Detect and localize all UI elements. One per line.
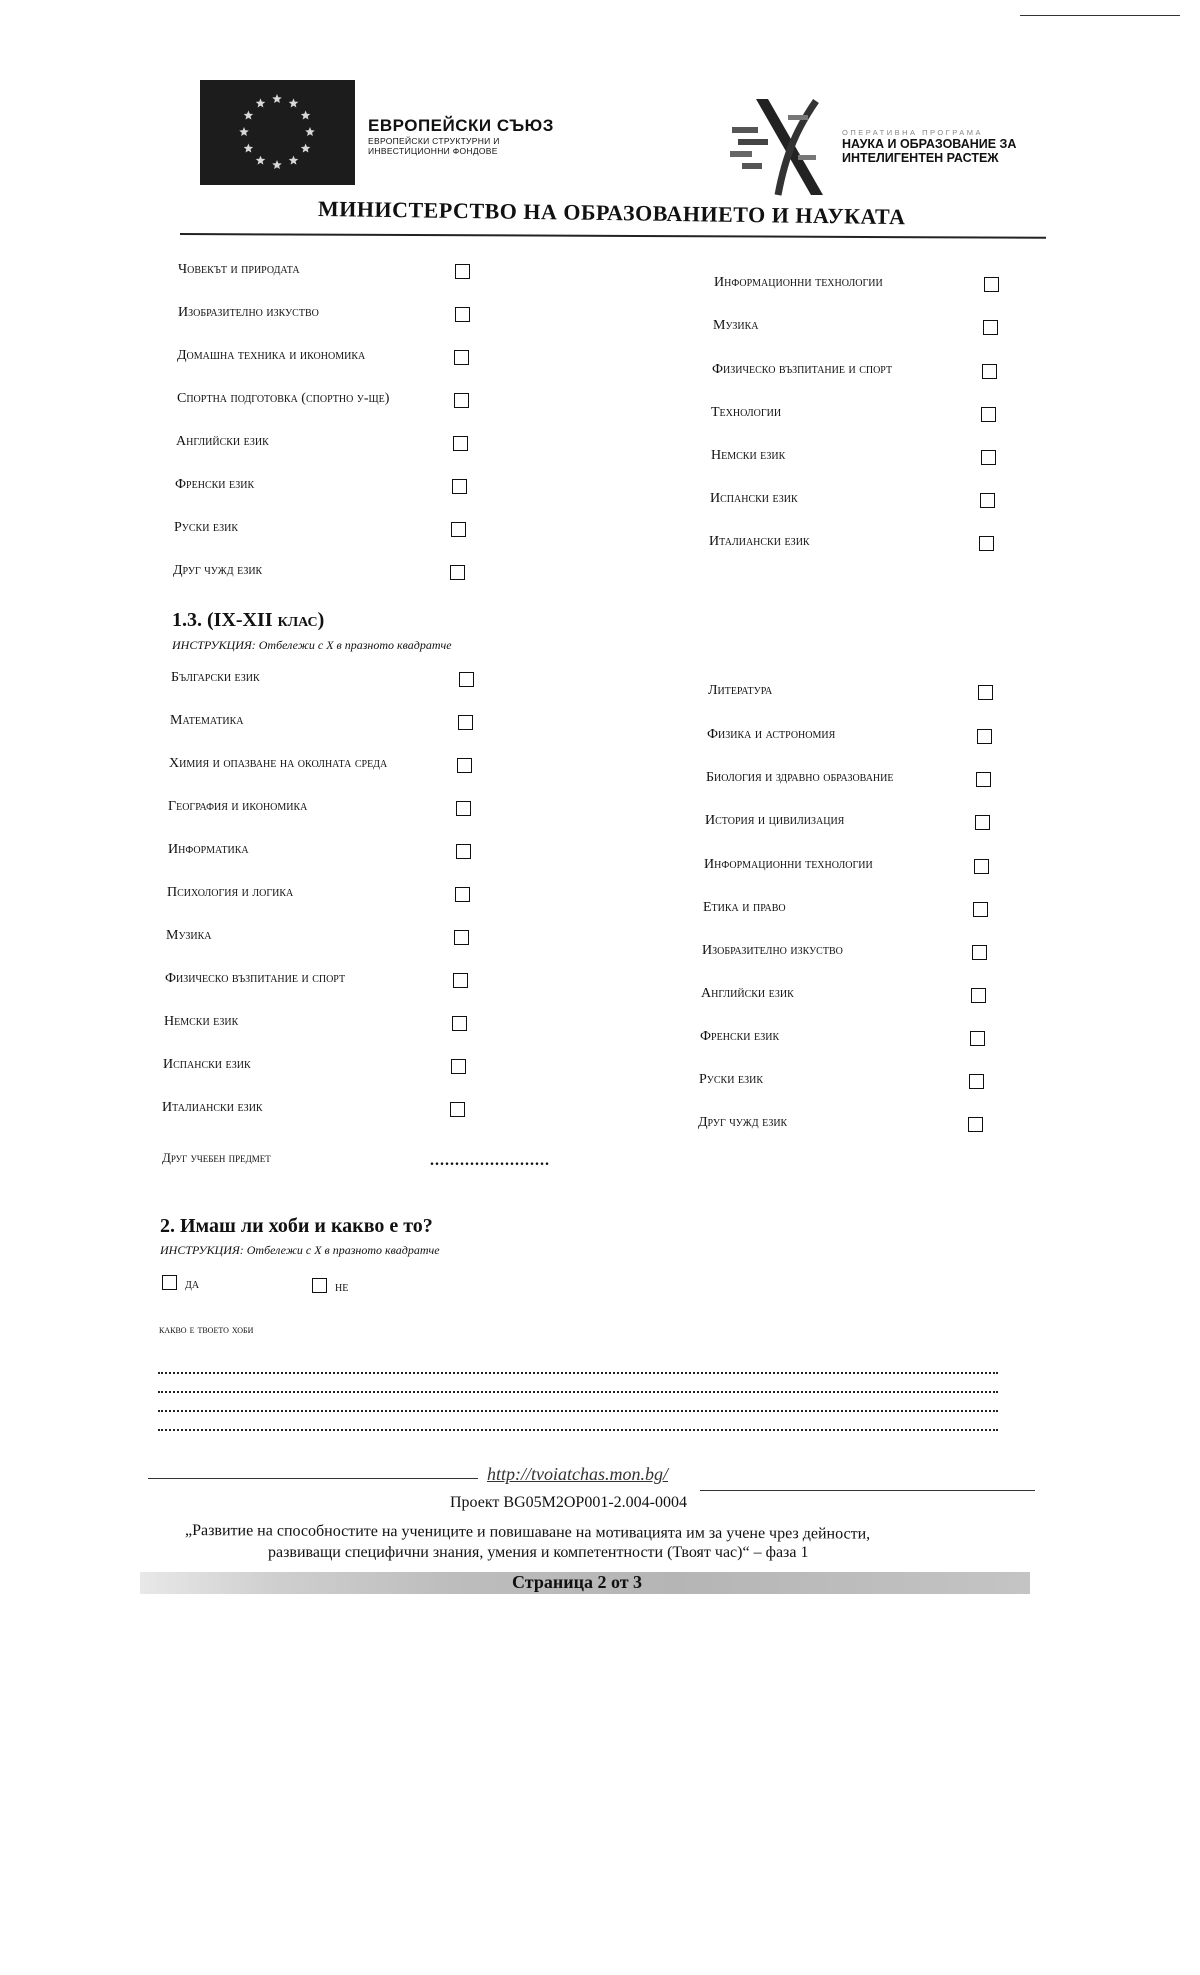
hobby-answer-line-4[interactable]	[158, 1429, 998, 1431]
eu-flag-logo	[200, 80, 355, 185]
project-code: Проект BG05M2OP001-2.004-0004	[450, 1494, 687, 1511]
op-line-1: НАУКА И ОБРАЗОВАНИЕ ЗА	[842, 137, 1017, 151]
subject-checkbox[interactable]	[456, 801, 471, 816]
subject-checkbox[interactable]	[981, 407, 996, 422]
hobby-no-option[interactable]	[312, 1278, 348, 1296]
subject-checkbox[interactable]	[450, 1102, 465, 1117]
hobby-yes-option[interactable]	[162, 1275, 199, 1293]
subject-checkbox[interactable]	[453, 436, 468, 451]
subject-checkbox[interactable]	[454, 350, 469, 365]
other-subject-label: Друг учебен предмет	[162, 1150, 271, 1165]
subject-row[interactable]	[168, 842, 478, 864]
hobby-question-label: какво е твоето хоби	[159, 1322, 254, 1336]
subject-label: Английски език	[176, 434, 269, 449]
subject-checkbox[interactable]	[982, 364, 997, 379]
eu-stars-icon	[200, 80, 355, 185]
section-1-3-title	[172, 609, 324, 632]
subject-label: Испански език	[163, 1057, 251, 1072]
subject-checkbox[interactable]	[975, 815, 990, 830]
subject-row[interactable]	[176, 434, 476, 456]
subject-checkbox[interactable]	[457, 758, 472, 773]
subject-row[interactable]	[163, 1057, 473, 1079]
subject-row[interactable]	[164, 1014, 474, 1036]
hobby-answer-line-3[interactable]	[158, 1410, 998, 1412]
other-subject-input[interactable]: ........................	[430, 1152, 550, 1169]
subject-checkbox[interactable]	[980, 493, 995, 508]
subject-checkbox[interactable]	[981, 450, 996, 465]
subject-label: Български език	[171, 670, 260, 685]
subject-row[interactable]	[711, 405, 1001, 427]
yes-label: да	[185, 1277, 200, 1292]
subject-row[interactable]	[710, 491, 1000, 513]
subject-row[interactable]	[178, 305, 478, 327]
subject-row[interactable]	[177, 348, 477, 370]
subject-row[interactable]	[175, 477, 475, 499]
subject-row[interactable]	[713, 318, 1003, 340]
project-description-2: развиващи специфични знания, умения и компетентности (Твоят час)“ – фаза 1	[268, 1544, 809, 1561]
subject-row[interactable]	[170, 713, 480, 735]
subject-row[interactable]	[178, 262, 478, 284]
subject-label: География и икономика	[168, 799, 308, 814]
subject-row[interactable]	[698, 1115, 993, 1137]
subject-row[interactable]	[699, 1072, 994, 1094]
subject-label: Човекът и природата	[178, 262, 300, 277]
subject-label: Литература	[708, 683, 773, 698]
subject-checkbox[interactable]	[979, 536, 994, 551]
op-line-2: ИНТЕЛИГЕНТЕН РАСТЕЖ	[842, 151, 999, 165]
subject-checkbox[interactable]	[968, 1117, 983, 1132]
subject-label: Музика	[166, 928, 212, 943]
op-x-mark-icon	[728, 97, 843, 197]
subject-row[interactable]	[169, 756, 479, 778]
ministry-title: МИНИСТЕРСТВО НА ОБРАЗОВАНИЕТО И НАУКАТА	[317, 196, 906, 230]
subject-label: Италиански език	[709, 534, 810, 549]
subject-checkbox[interactable]	[978, 685, 993, 700]
subject-row[interactable]	[174, 520, 474, 542]
subject-row[interactable]	[166, 928, 476, 950]
subject-label: История и цивилизация	[705, 813, 845, 828]
subject-checkbox[interactable]	[455, 887, 470, 902]
subject-checkbox[interactable]	[458, 715, 473, 730]
subject-label: Френски език	[700, 1029, 780, 1044]
subject-checkbox[interactable]	[455, 264, 470, 279]
subject-checkbox[interactable]	[459, 672, 474, 687]
subject-label: Изобразително изкуство	[178, 305, 319, 320]
subject-row[interactable]	[712, 362, 1002, 384]
subject-row[interactable]	[702, 943, 997, 965]
subject-row[interactable]	[704, 857, 999, 879]
subject-row[interactable]	[162, 1100, 472, 1122]
subject-label: Етика и право	[703, 900, 786, 915]
subject-row[interactable]	[714, 275, 1004, 297]
section-1-3-instruction: ИНСТРУКЦИЯ: Отбележи с Х в празното квадратче	[172, 638, 452, 652]
eu-subtitle-2: ИНВЕСТИЦИОННИ ФОНДОВЕ	[368, 146, 498, 156]
footer-rule-right	[700, 1490, 1035, 1491]
subject-row[interactable]	[700, 1029, 995, 1051]
subject-checkbox[interactable]	[983, 320, 998, 335]
subject-checkbox[interactable]	[453, 973, 468, 988]
subject-row[interactable]	[171, 670, 481, 692]
subject-label: Италиански език	[162, 1100, 263, 1115]
subject-label: Физическо възпитание и спорт	[712, 362, 893, 377]
subject-row[interactable]	[701, 986, 996, 1008]
footer-rule-left	[148, 1478, 478, 1479]
subject-label: Информационни технологии	[704, 857, 873, 872]
subject-label: Информатика	[168, 842, 249, 857]
page-number: Страница 2 от 3	[512, 1572, 643, 1592]
subject-row[interactable]	[177, 391, 477, 413]
subject-checkbox[interactable]	[974, 859, 989, 874]
subject-label: Друг чужд език	[698, 1115, 788, 1130]
op-small-label: ОПЕРАТИВНА ПРОГРАМА	[842, 128, 983, 137]
subject-label: Спортна подготовка (спортно у-ще)	[177, 391, 390, 406]
hobby-answer-line-2[interactable]	[158, 1391, 998, 1393]
subject-label: Физическо възпитание и спорт	[165, 971, 346, 986]
subject-label: Биология и здравно образование	[706, 770, 894, 785]
subject-checkbox[interactable]	[984, 277, 999, 292]
website-link[interactable]: http://tvoiatchas.mon.bg/	[487, 1464, 668, 1484]
subject-label: Информационни технологии	[714, 275, 883, 290]
subject-row[interactable]	[173, 563, 473, 585]
subject-checkbox[interactable]	[972, 945, 987, 960]
subject-checkbox[interactable]	[971, 988, 986, 1003]
subject-label: Немски език	[711, 448, 786, 463]
subject-label: Домашна техника и икономика	[177, 348, 366, 363]
subject-label: Испански език	[710, 491, 798, 506]
section-1-3-number: 1.3. (IX-XII	[172, 609, 273, 631]
subject-row[interactable]	[711, 448, 1001, 470]
subject-label: Технологии	[711, 405, 782, 420]
subject-label: Френски език	[175, 477, 255, 492]
subject-row[interactable]	[165, 971, 475, 993]
eu-subtitle-1: ЕВРОПЕЙСКИ СТРУКТУРНИ И	[368, 136, 500, 146]
subject-checkbox[interactable]	[450, 565, 465, 580]
top-edge-line	[1020, 15, 1180, 16]
section-1-3-word: клас)	[277, 609, 325, 631]
op-science-logo	[728, 97, 843, 197]
subject-row[interactable]	[709, 534, 999, 556]
subject-row[interactable]	[706, 770, 1001, 792]
subject-checkbox[interactable]	[456, 844, 471, 859]
subject-label: Химия и опазване на околната среда	[169, 756, 388, 771]
subject-label: Физика и астрономия	[707, 727, 836, 742]
subject-checkbox[interactable]	[976, 772, 991, 787]
subject-checkbox[interactable]	[452, 479, 467, 494]
no-label: не	[335, 1280, 349, 1295]
subject-checkbox[interactable]	[970, 1031, 985, 1046]
subject-label: Друг чужд език	[173, 563, 263, 578]
subject-label: Английски език	[701, 986, 794, 1001]
section-2-instruction: ИНСТРУКЦИЯ: Отбележи с Х в празното квадратче	[160, 1243, 440, 1257]
subject-row[interactable]	[703, 900, 998, 922]
section-2-title: 2. Имаш ли хоби и какво е то?	[160, 1215, 433, 1237]
no-checkbox[interactable]	[312, 1278, 327, 1293]
subject-checkbox[interactable]	[969, 1074, 984, 1089]
subject-label: Руски език	[174, 520, 239, 535]
subject-label: Изобразително изкуство	[702, 943, 843, 958]
subject-row[interactable]	[707, 727, 1002, 749]
subject-checkbox[interactable]	[451, 1059, 466, 1074]
eu-title: ЕВРОПЕЙСКИ СЪЮЗ	[368, 116, 554, 135]
header-rule	[180, 233, 1046, 238]
project-description-1: „Развитие на способностите на учениците и повишаване на мотивацията им за учене чрез дейности,	[184, 1522, 871, 1543]
subject-row[interactable]	[168, 799, 478, 821]
subject-label: Математика	[170, 713, 244, 728]
subject-checkbox[interactable]	[451, 522, 466, 537]
subject-checkbox[interactable]	[977, 729, 992, 744]
subject-row[interactable]	[708, 683, 1003, 705]
subject-checkbox[interactable]	[973, 902, 988, 917]
subject-checkbox[interactable]	[454, 393, 469, 408]
subject-label: Руски език	[699, 1072, 764, 1087]
eu-logo-text	[368, 116, 554, 156]
subject-label: Психология и логика	[167, 885, 294, 900]
subject-label: Немски език	[164, 1014, 239, 1029]
hobby-answer-line-1[interactable]	[158, 1372, 998, 1374]
subject-checkbox[interactable]	[454, 930, 469, 945]
yes-checkbox[interactable]	[162, 1275, 177, 1290]
subject-checkbox[interactable]	[455, 307, 470, 322]
op-logo-text	[842, 128, 1016, 165]
subject-checkbox[interactable]	[452, 1016, 467, 1031]
subject-row[interactable]	[705, 813, 1000, 835]
subject-row[interactable]	[167, 885, 477, 907]
subject-label: Музика	[713, 318, 759, 333]
